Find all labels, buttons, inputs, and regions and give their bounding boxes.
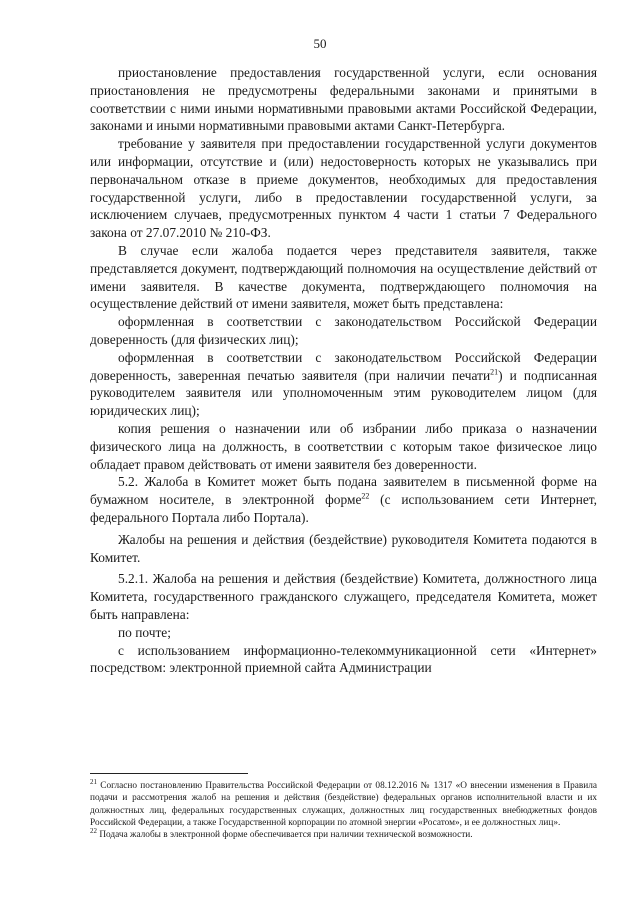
footnote-21 xyxy=(90,777,597,829)
paragraph: оформленная в соответствии с законодательством Российской Федерации доверенность (для физических лиц); xyxy=(90,314,597,347)
footnote-text: Подача жалобы в электронной форме обеспечивается при наличии технической возможности. xyxy=(97,830,473,841)
paragraph-text: (с использованием сети Интернет, федерального Портала либо Портала). xyxy=(90,492,597,525)
paragraph: требование у заявителя при предоставлении государственной услуги документов или информации, отсутствие и (или) недостоверность которых не указывались при первоначальном отказе в приеме документов, необходимых для предоставления государственной услуги, либо в предоставлении государственной услуги, за исключением случаев, предусмотренных пунктом 4 части 1 статьи 7 Федерального закона от 27.07.2010 № 210-ФЗ. xyxy=(90,136,597,241)
paragraph-with-footnote-21 xyxy=(90,349,597,420)
paragraph-text: 5.2. Жалоба в Комитет может быть подана заявителем в письменной форме на бумажном носителе, в электронной форме xyxy=(90,474,597,508)
page-number: 50 xyxy=(313,36,327,51)
paragraph: по почте; xyxy=(118,624,171,640)
paragraph: приостановление предоставления государственной услуги, если основания приостановления не предусмотрены федеральными законами и принятыми в соответствии с ними иными нормативными правовыми актами Российской Федерации, законами и иными нормативными правовыми актами Санкт-Петербурга. xyxy=(90,65,597,134)
paragraph: копия решения о назначении или об избрании либо приказа о назначении физического лица на должность, в соответствии с которым такое физическое лицо обладает правом действовать от имени заявителя без доверенности. xyxy=(90,420,597,472)
footnote-22 xyxy=(90,829,597,841)
paragraph-with-footnote-22 xyxy=(90,473,597,526)
paragraph: 5.2.1. Жалоба на решения и действия (бездействие) Комитета, должностного лица Комитета, государственного гражданского служащего, председателя Комитета, может быть направлена: xyxy=(90,571,597,622)
footnote-ref-21: 21 xyxy=(490,367,499,377)
paragraph-text: оформленная в соответствии с законодательством Российской Федерации доверенность, заверенная печатью заявителя (при наличии печати xyxy=(90,349,597,383)
paragraph: В случае если жалоба подается через представителя заявителя, также представляется документ, подтверждающий полномочия на осуществление действий от имени заявителя. В качестве документа, подтверждающего полномочия на осуществление действий от имени заявителя, может быть представлена: xyxy=(90,242,597,312)
paragraph-text: ) и подписанная руководителем заявителя или уполномоченным этим руководителем лицом (для юридических лиц); xyxy=(90,367,597,419)
footnote-divider xyxy=(90,773,248,774)
footnote-mark: 22 xyxy=(90,827,97,836)
footnote-text: Согласно постановлению Правительства Российской Федерации от 08.12.2016 № 1317 «О внесении изменения в Правила подачи и рассмотрения жалоб на решения и действия (бездействие) федеральных органов исполнительной власти и их должностных лиц, федеральных государственных служащих, должностных лиц государственных внебюджетных фондов Российской Федерации, а также Государственной корпорации по атомной энергии «Росатом», и ее должностных лиц». xyxy=(90,781,597,828)
footnote-ref-22: 22 xyxy=(361,491,370,501)
paragraph: с использованием информационно-телекоммуникационной сети «Интернет» посредством: электронной приемной сайта Администрации xyxy=(90,642,597,676)
footnote-mark: 21 xyxy=(90,777,97,786)
footnotes xyxy=(90,777,597,841)
document-body xyxy=(90,64,597,677)
paragraph: Жалобы на решения и действия (бездействие) руководителя Комитета подаются в Комитет. xyxy=(90,531,597,565)
